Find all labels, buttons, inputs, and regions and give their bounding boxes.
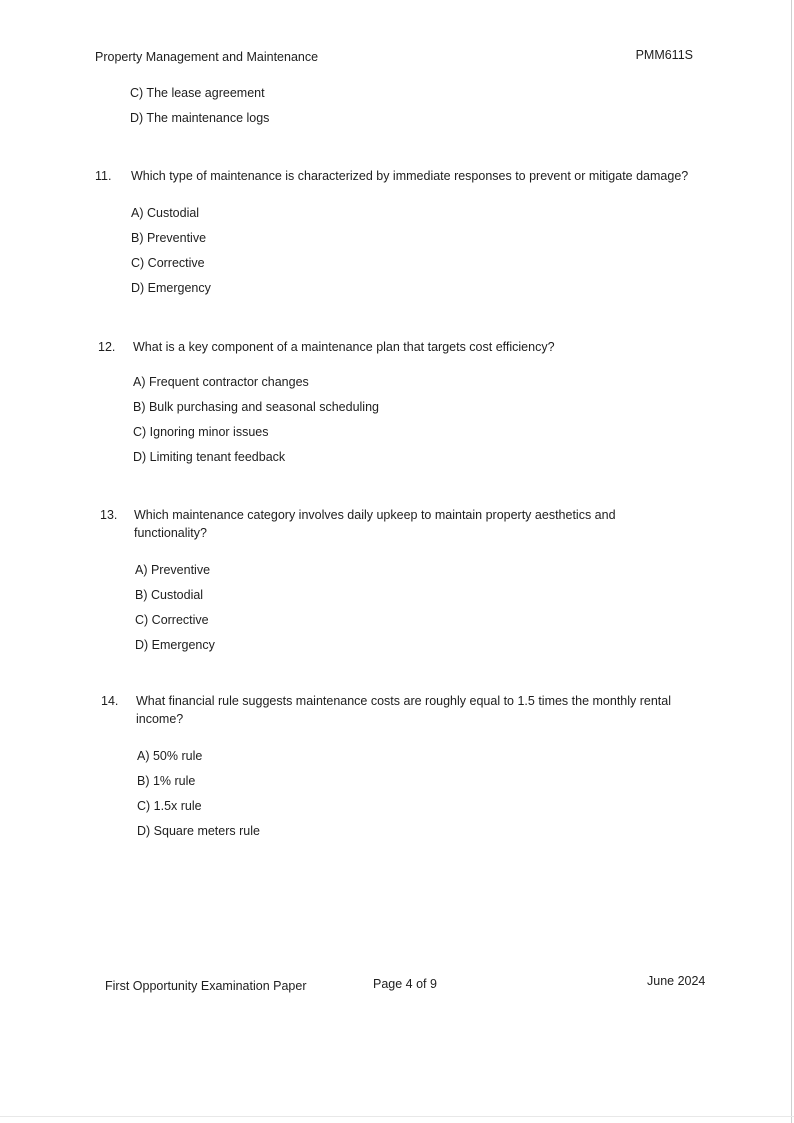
continued-options bbox=[130, 84, 269, 134]
option-item: C) Corrective bbox=[135, 613, 209, 627]
footer-date: June 2024 bbox=[647, 974, 706, 988]
question-13-options bbox=[135, 561, 215, 661]
option-item: D) Emergency bbox=[135, 638, 215, 652]
option-item: B) Custodial bbox=[135, 588, 204, 602]
option-item: C) 1.5x rule bbox=[137, 799, 202, 813]
question-14-options bbox=[137, 747, 260, 847]
course-title: Property Management and Maintenance bbox=[95, 50, 319, 64]
option-item: B) 1% rule bbox=[137, 774, 196, 788]
question-11-options bbox=[131, 204, 211, 304]
option-item: B) Preventive bbox=[131, 231, 207, 245]
option-item: A) Custodial bbox=[131, 206, 200, 220]
option-item: D) The maintenance logs bbox=[130, 111, 270, 125]
option-item: D) Emergency bbox=[131, 281, 211, 295]
question-text: What financial rule suggests maintenance costs are roughly equal to 1.5 times the monthly rental income? bbox=[136, 694, 672, 726]
course-code: PMM611S bbox=[635, 48, 693, 62]
option-item: C) Ignoring minor issues bbox=[133, 425, 269, 439]
option-item: A) 50% rule bbox=[137, 749, 203, 763]
option-item: A) Preventive bbox=[135, 563, 211, 577]
question-number: 13. bbox=[100, 508, 118, 522]
question-number: 12. bbox=[98, 340, 116, 354]
question-number: 11. bbox=[95, 169, 112, 183]
question-12-options bbox=[133, 373, 379, 473]
question-number: 14. bbox=[101, 694, 119, 708]
question-text: What is a key component of a maintenance plan that targets cost efficiency? bbox=[133, 340, 555, 354]
option-item: D) Limiting tenant feedback bbox=[133, 450, 286, 464]
footer-page-number: Page 4 of 9 bbox=[373, 977, 437, 991]
option-item: D) Square meters rule bbox=[137, 824, 260, 838]
page-bottom-line bbox=[0, 1116, 794, 1117]
question-text: Which type of maintenance is characterized by immediate responses to prevent or mitigate damage? bbox=[131, 169, 689, 183]
footer-paper-label: First Opportunity Examination Paper bbox=[105, 979, 307, 993]
option-item: C) Corrective bbox=[131, 256, 205, 270]
option-item: B) Bulk purchasing and seasonal scheduling bbox=[133, 400, 379, 414]
page-edge-line bbox=[791, 0, 792, 1123]
option-item: A) Frequent contractor changes bbox=[133, 375, 309, 389]
question-text: Which maintenance category involves daily upkeep to maintain property aesthetics and functionality? bbox=[134, 508, 616, 540]
option-item: C) The lease agreement bbox=[130, 86, 265, 100]
